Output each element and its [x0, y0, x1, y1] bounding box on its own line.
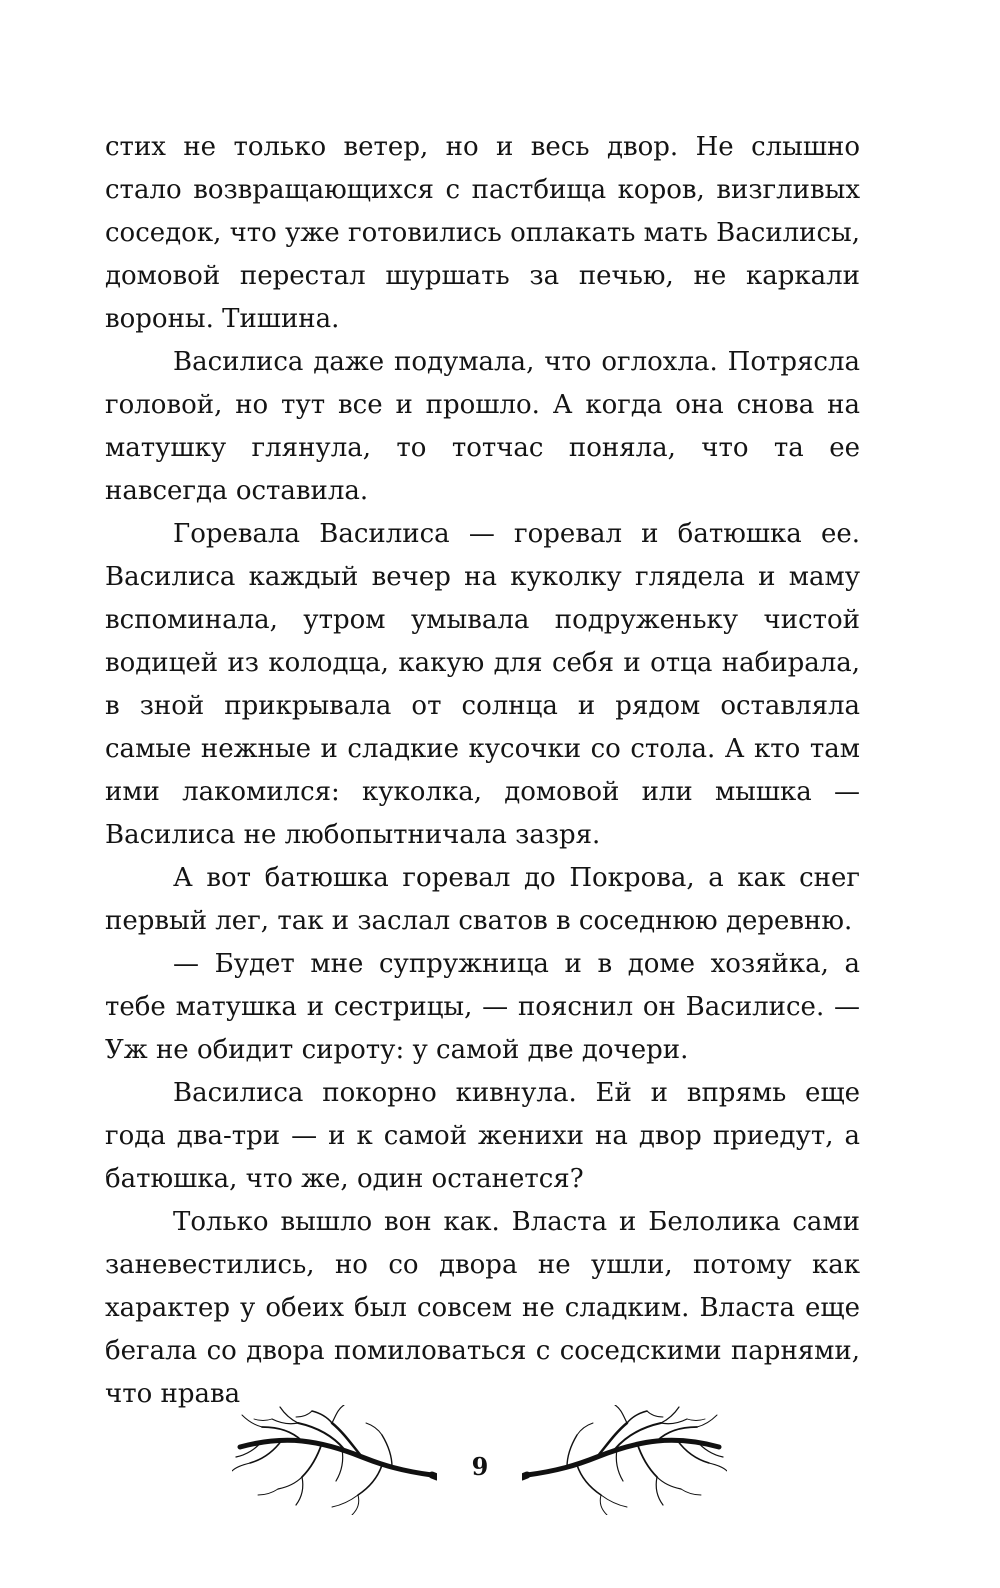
page-number: 9 — [471, 1452, 489, 1481]
dialogue-paragraph: — Будет мне супружница и в доме хозяйка, а тебе матушка и сестрицы, — пояснил он Василисе. — Уж не обидит сироту: у самой две дочери. — [105, 949, 860, 1065]
body-text — [105, 126, 860, 1416]
paragraph: А вот батюшка горевал до Покрова, а как снег первый лег, так и заслал сватов в соседнюю деревню. — [105, 863, 860, 936]
branch-ornament-left-icon — [232, 1405, 437, 1515]
paragraph: Только вышло вон как. Власта и Белолика сами заневестились, но со двора не ушли, потому как характер у обеих был совсем не сладким. Власта еще бегала со двора помиловаться с соседскими парнями, что нрава — [105, 1207, 860, 1409]
paragraph: Горевала Василиса — горевал и батюшка ее. Василиса каждый вечер на куколку глядела и маму вспоминала, утром умывала подруженьку чистой водицей из колодца, какую для себя и отца набирала, в зной прикрывала от солнца и рядом оставляла самые нежные и сладкие кусочки со стола. А кто там ими лакомился: куколка, домовой или мышка — Василиса не любопытничала зазря. — [105, 519, 860, 850]
paragraph-continuation: стих не только ветер, но и весь двор. Не слышно стало возвращающихся с пастбища коров, визгливых соседок, что уже готовились оплакать мать Василисы, домовой перестал шуршать за печью, не каркали вороны. Тишина. — [105, 132, 861, 334]
branch-ornament-right-icon — [522, 1405, 727, 1515]
paragraph: Василиса покорно кивнула. Ей и впрямь еще года два-три — и к самой женихи на двор приедут, а батюшка, что же, один останется? — [105, 1078, 860, 1194]
page-footer — [0, 1400, 1000, 1530]
paragraph: Василиса даже подумала, что оглохла. Потрясла головой, но тут все и прошло. А когда она снова на матушку глянула, то тотчас поняла, что та ее навсегда оставила. — [105, 347, 860, 506]
